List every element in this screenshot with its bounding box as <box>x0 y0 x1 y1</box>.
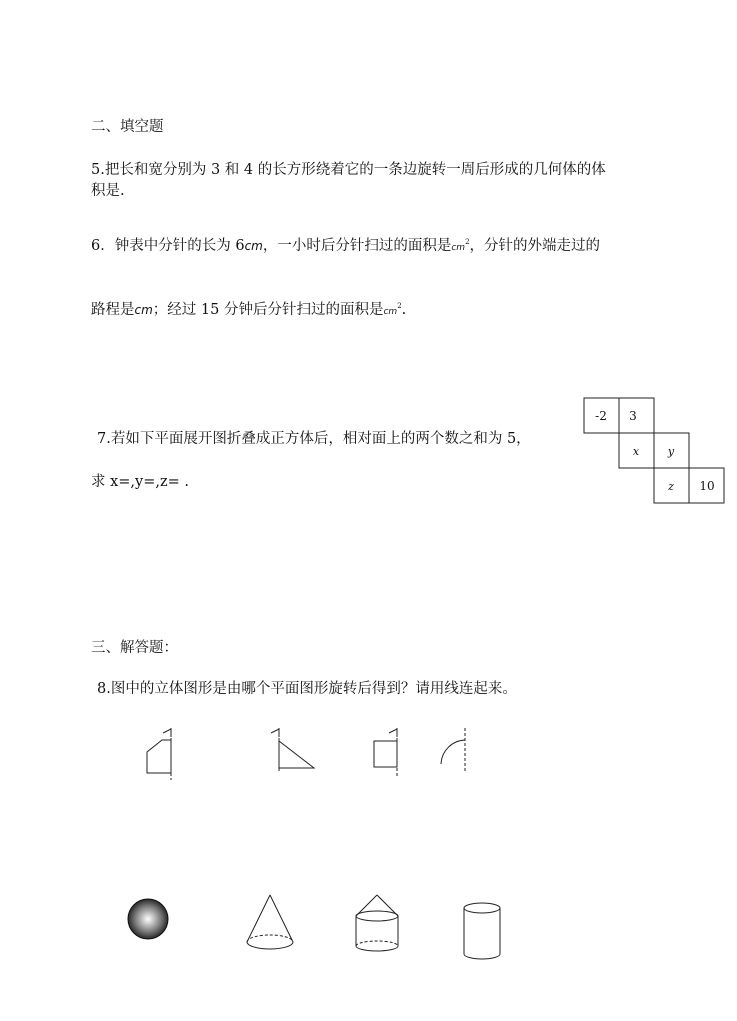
unit-sup-2: 2 <box>397 302 402 310</box>
unit-cm-2: cm <box>134 303 153 317</box>
section-3-heading: 三、解答题： <box>91 640 178 656</box>
unit-sup: 2 <box>465 238 470 246</box>
net-label-10: 10 <box>699 479 715 493</box>
q6-text-b: ，一小时后分针扫过的面积是 <box>262 238 452 254</box>
q6-text-c: ，分针的外端走过的 <box>469 238 601 254</box>
q6-text-d: 路程是 <box>91 302 135 318</box>
trapezoid-with-axis <box>147 728 171 780</box>
q5-line1: 5.把长和宽分别为 3 和 4 的长方形绕着它的一条边旋转一周后形成的几何体的体 <box>91 162 606 178</box>
net-label-x: x <box>632 445 640 458</box>
cylinder-solid <box>464 903 500 959</box>
q8-text: 8.图中的立体图形是由哪个平面图形旋转后得到？请用线连起来。 <box>97 681 517 697</box>
cone-cylinder-solid <box>356 895 398 951</box>
unit-cm2: cm <box>451 243 466 253</box>
unit-cm: cm <box>244 239 263 253</box>
semicircle-with-axis <box>441 728 465 772</box>
sphere-solid <box>128 899 168 939</box>
net-label-2: 3 <box>629 409 637 423</box>
net-label-1: -2 <box>595 409 607 423</box>
net-label-z: z <box>668 480 674 493</box>
q7-line1: 7.若如下平面展开图折叠成正方体后，相对面上的两个数之和为 5， <box>97 431 531 447</box>
q7-line2: 求 x=,y=,z= . <box>91 474 190 490</box>
q6-text-a: 6．钟表中分针的长为 6 <box>91 238 245 254</box>
net-label-y: y <box>667 445 675 458</box>
q6-text-f: . <box>401 302 407 318</box>
unit-cm2-2: cm <box>383 307 398 317</box>
section-2-heading: 二、填空题 <box>91 119 164 135</box>
cone-solid <box>247 895 293 949</box>
q5-line2: 积是. <box>91 183 125 199</box>
square-with-axis <box>374 728 397 776</box>
q6-text-e: ；经过 15 分钟后分针扫过的面积是 <box>152 302 384 318</box>
right-triangle-with-axis <box>271 728 314 772</box>
